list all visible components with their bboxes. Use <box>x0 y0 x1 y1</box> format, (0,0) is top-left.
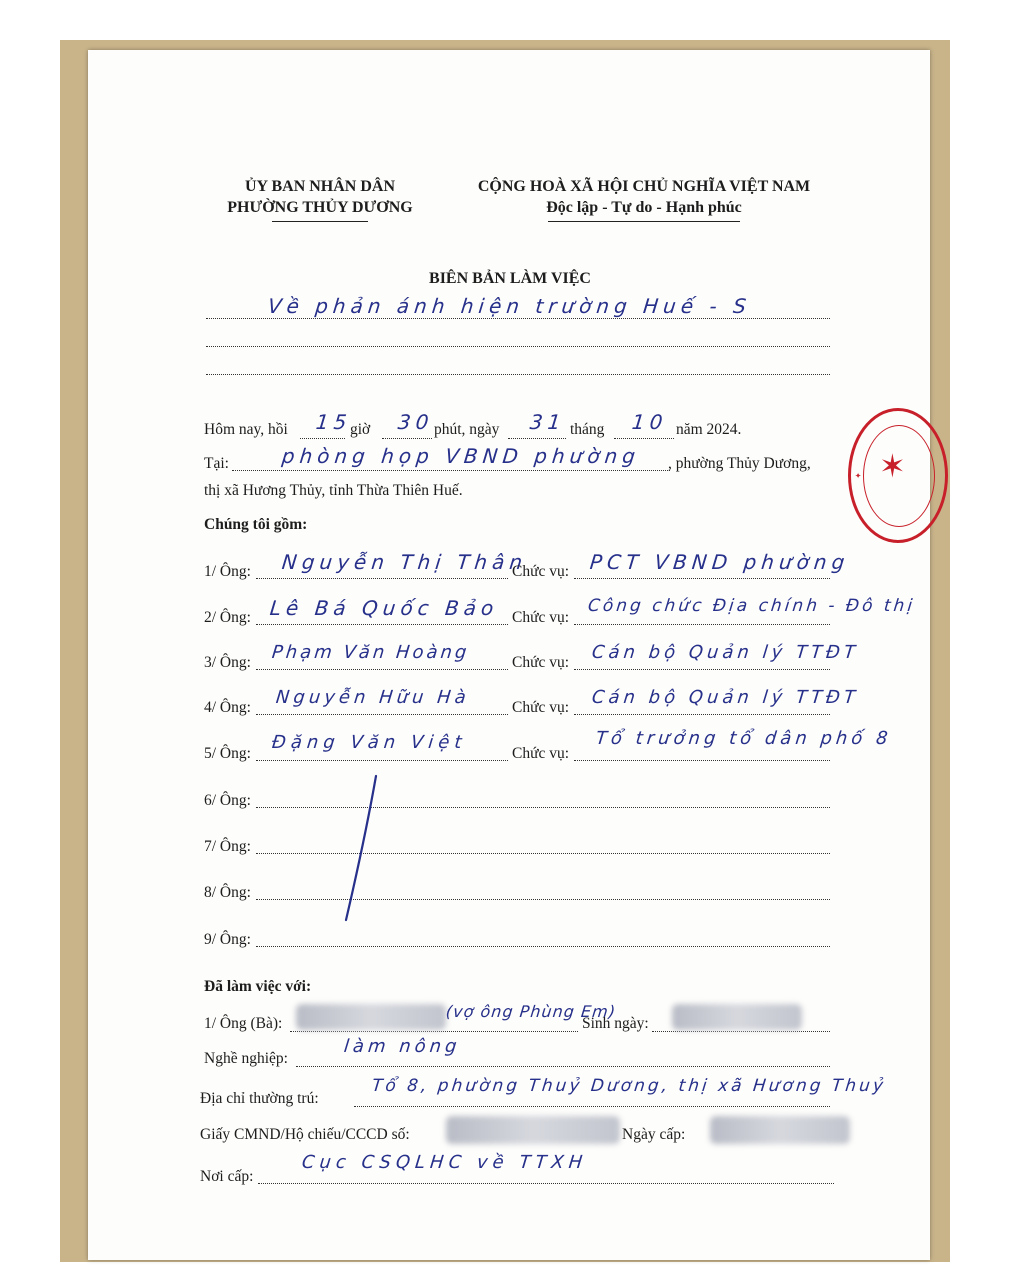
participant-name: Phạm Văn Hoàng <box>270 642 471 663</box>
participant-name-dots <box>256 669 508 670</box>
place-handwriting: phòng họp VBND phường <box>280 444 642 468</box>
time-prefix: Hôm nay, hồi <box>204 421 288 438</box>
participant-name: Lê Bá Quốc Bảo <box>268 596 500 620</box>
person-label: 1/ Ông (Bà): <box>204 1015 283 1032</box>
participant-name: Đặng Văn Việt <box>270 732 468 753</box>
participant-label: 2/ Ông: <box>204 609 251 626</box>
agency-name: ỦY BAN NHÂN DÂN <box>244 178 396 195</box>
participant-role-dots <box>574 714 830 715</box>
redacted-id <box>446 1116 620 1144</box>
participants-heading: Chúng tôi gồm: <box>204 516 308 533</box>
participant-label: 1/ Ông: <box>204 563 251 580</box>
year-label: năm 2024. <box>676 421 742 438</box>
participant-role-label: Chức vụ: <box>512 699 570 716</box>
subject-line-3 <box>206 374 830 375</box>
person-dots <box>290 1031 578 1032</box>
id-label: Giấy CMND/Hộ chiếu/CCCD số: <box>200 1126 410 1143</box>
place-dots <box>232 470 670 471</box>
participant-role-label: Chức vụ: <box>512 609 570 626</box>
subject-line-1 <box>206 318 830 319</box>
participant-role-label: Chức vụ: <box>512 654 570 671</box>
place-prefix: Tại: <box>204 455 229 472</box>
hour-value: 15 <box>314 410 353 434</box>
day-dots <box>508 438 566 439</box>
issue-place-dots <box>258 1183 834 1184</box>
minute-value: 30 <box>396 410 435 434</box>
participant-name: Nguyễn Hữu Hà <box>274 687 471 708</box>
job-label: Nghề nghiệp: <box>204 1050 288 1067</box>
participant-name-dots <box>256 578 508 579</box>
participant-label: 7/ Ông: <box>204 838 251 855</box>
subject-line-2 <box>206 346 830 347</box>
hour-dots <box>300 438 345 439</box>
participant-role: PCT VBND phường <box>588 550 851 574</box>
place-line-2: thị xã Hương Thủy, tỉnh Thừa Thiên Huế. <box>204 482 463 499</box>
month-value: 10 <box>630 410 669 434</box>
address-dots <box>354 1106 830 1107</box>
participant-empty-dots <box>256 946 830 947</box>
participant-label: 5/ Ông: <box>204 745 251 762</box>
day-label: tháng <box>570 421 605 438</box>
document-title: BIÊN BẢN LÀM VIỆC <box>429 270 591 287</box>
strike-line <box>330 770 390 930</box>
participant-label: 9/ Ông: <box>204 931 251 948</box>
minute-label: phút, ngày <box>434 421 500 438</box>
participant-role: Tổ trưởng tổ dân phố 8 <box>594 728 893 749</box>
participant-role-dots <box>574 669 830 670</box>
redacted-issue-date <box>710 1116 850 1144</box>
header-right-underline <box>548 221 740 222</box>
participant-name-dots <box>256 714 508 715</box>
minute-dots <box>382 438 432 439</box>
participant-label: 8/ Ông: <box>204 884 251 901</box>
national-motto: Độc lập - Tự do - Hạnh phúc <box>546 199 742 216</box>
participant-role-dots <box>574 578 830 579</box>
official-stamp: ✶ ✦ <box>848 408 948 543</box>
participant-role: Công chức Địa chính - Đô thị <box>586 596 917 616</box>
participant-label: 3/ Ông: <box>204 654 251 671</box>
place-suffix: , phường Thủy Dương, <box>668 455 811 472</box>
header-left-underline <box>272 221 368 222</box>
participant-label: 4/ Ông: <box>204 699 251 716</box>
subject-handwriting: Về phản ánh hiện trường Huế - S <box>266 294 753 318</box>
participant-name-dots <box>256 624 508 625</box>
issue-place-label: Nơi cấp: <box>200 1168 254 1185</box>
month-dots <box>614 438 674 439</box>
dob-label: Sinh ngày: <box>582 1015 649 1032</box>
participant-role-dots <box>574 624 830 625</box>
participant-role-label: Chức vụ: <box>512 745 570 762</box>
participant-role: Cán bộ Quản lý TTĐT <box>590 687 861 708</box>
participant-name-dots <box>256 760 508 761</box>
participant-name: Nguyễn Thị Thân <box>280 550 529 574</box>
job-dots <box>296 1066 830 1067</box>
address-label: Địa chỉ thường trú: <box>200 1090 319 1107</box>
redacted-name <box>296 1004 446 1030</box>
participant-label: 6/ Ông: <box>204 792 251 809</box>
day-value: 31 <box>528 410 567 434</box>
address-handwriting: Tổ 8, phường Thuỷ Dương, thị xã Hương Thuỷ <box>370 1076 887 1096</box>
hour-label: giờ <box>350 421 371 438</box>
job-handwriting: làm nông <box>342 1036 462 1057</box>
person-handwriting: (vợ ông Phùng Em) <box>445 1002 618 1021</box>
national-title: CỘNG HOÀ XÃ HỘI CHỦ NGHĨA VIỆT NAM <box>477 178 811 195</box>
worked-with-heading: Đã làm việc với: <box>204 978 312 995</box>
participant-role-dots <box>574 760 830 761</box>
dob-dots <box>652 1031 830 1032</box>
participant-role: Cán bộ Quản lý TTĐT <box>590 642 861 663</box>
participant-role-label: Chức vụ: <box>512 563 570 580</box>
redacted-dob <box>672 1004 802 1030</box>
ward-name: PHƯỜNG THỦY DƯƠNG <box>227 199 413 216</box>
issue-date-label: Ngày cấp: <box>622 1126 686 1143</box>
issue-place-handwriting: Cục CSQLHC về TTXH <box>300 1152 589 1173</box>
